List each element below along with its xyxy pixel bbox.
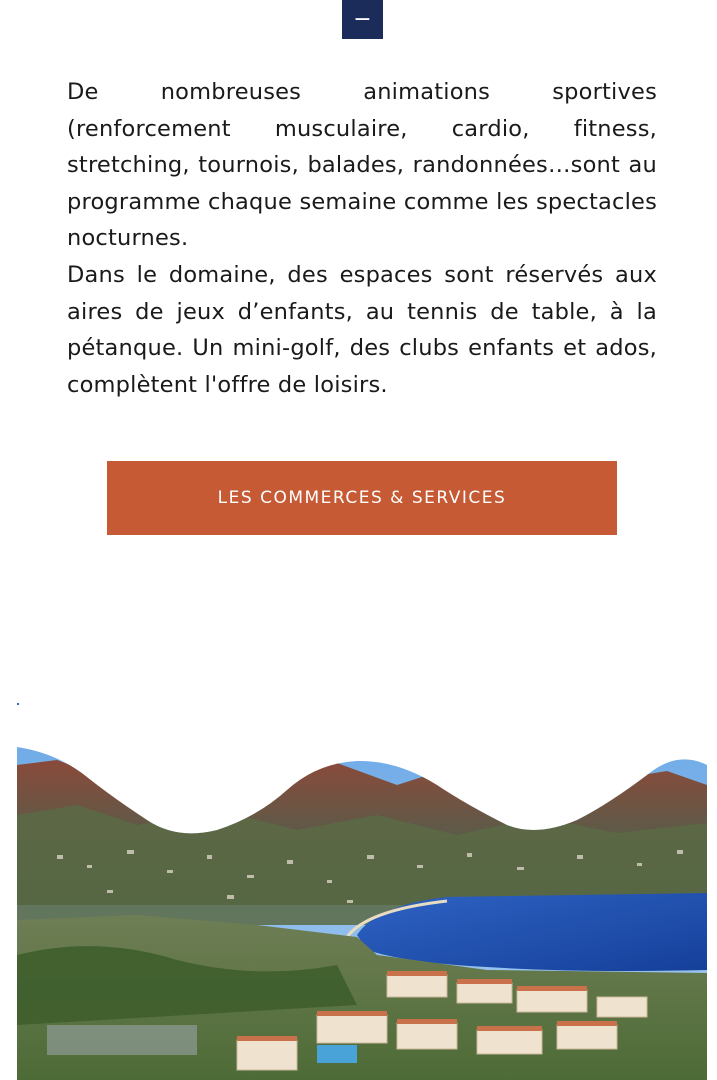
shops-services-label: LES COMMERCES & SERVICES <box>217 488 507 508</box>
minus-icon: − <box>353 6 372 32</box>
collapse-button[interactable] <box>342 0 383 39</box>
paragraph-sports: De nombreuses animations sportives (renforcement musculaire, cardio, fitness, stretching, tournois, balades, randonnées…sont au programme chaque semaine comme les spectacles nocturnes. <box>67 79 657 252</box>
resort-aerial-photo <box>17 705 707 1080</box>
aerial-landscape-image <box>17 705 707 1080</box>
activities-description <box>67 74 657 403</box>
shops-services-button[interactable] <box>107 461 617 535</box>
paragraph-leisure: Dans le domaine, des espaces sont réservés aux aires de jeux d’enfants, au tennis de table, à la pétanque. Un mini-golf, des clubs enfants et ados, complètent l'offre de loisirs. <box>67 261 657 398</box>
